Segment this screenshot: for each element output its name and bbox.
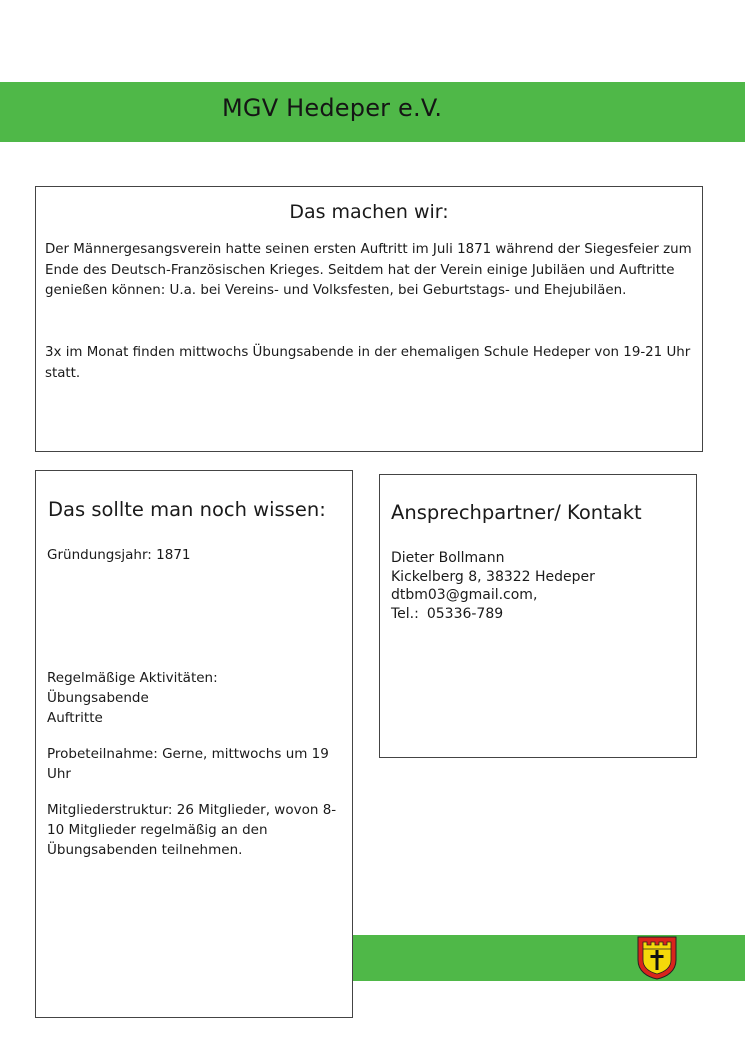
member-structure: Mitgliederstruktur: 26 Mitglieder, wovon 8-10 Mitglieder regelmäßig an den Übungsabenden teilnehmen. [47, 802, 337, 858]
footer-band [352, 935, 745, 981]
contact-phone-row [391, 605, 595, 624]
about-paragraph-history: Der Männergesangsverein hatte seinen ersten Auftritt im Juli 1871 während der Siegesfeier zum Ende des Deutsch-Französischen Krieges. Seitdem hat der Verein einige Jubiläen und Auftritte genießen können: U.a. bei Vereins- und Volksfesten, bei Geburtstags- und Ehejubiläen. [45, 242, 692, 299]
coat-of-arms-icon [637, 936, 677, 980]
header-band [0, 82, 745, 142]
contact-name: Dieter Bollmann [391, 550, 505, 566]
trial-info: Probeteilnahme: Gerne, mittwochs um 19 Uhr [47, 746, 329, 782]
contact-heading: Ansprechpartner/ Kontakt [391, 501, 642, 524]
phone-label: Tel.: [391, 605, 419, 622]
contact-address: Kickelberg 8, 38322 Hedeper [391, 568, 595, 585]
contact-email[interactable]: dtbm03@gmail.com, [391, 587, 538, 603]
activity-item: Übungsabende [47, 690, 149, 706]
about-paragraph-rehearsals: 3x im Monat finden mittwochs Übungsabende in der ehemaligen Schule Hedeper von 19-21 Uhr statt. [45, 345, 691, 381]
contact-details [391, 549, 595, 623]
contact-phone[interactable]: 05336-789 [426, 605, 504, 622]
activities-label: Regelmäßige Aktivitäten: [47, 670, 218, 686]
contact-section [379, 474, 697, 758]
facts-heading: Das sollte man noch wissen: [48, 498, 326, 521]
page-title: MGV Hedeper e.V. [222, 94, 443, 122]
activities-block [47, 668, 345, 728]
about-heading: Das machen wir: [289, 201, 449, 223]
founded-year: Gründungsjahr: 1871 [47, 547, 191, 563]
facts-section [35, 470, 353, 1018]
activity-item: Auftritte [47, 710, 103, 726]
about-section [35, 186, 703, 452]
